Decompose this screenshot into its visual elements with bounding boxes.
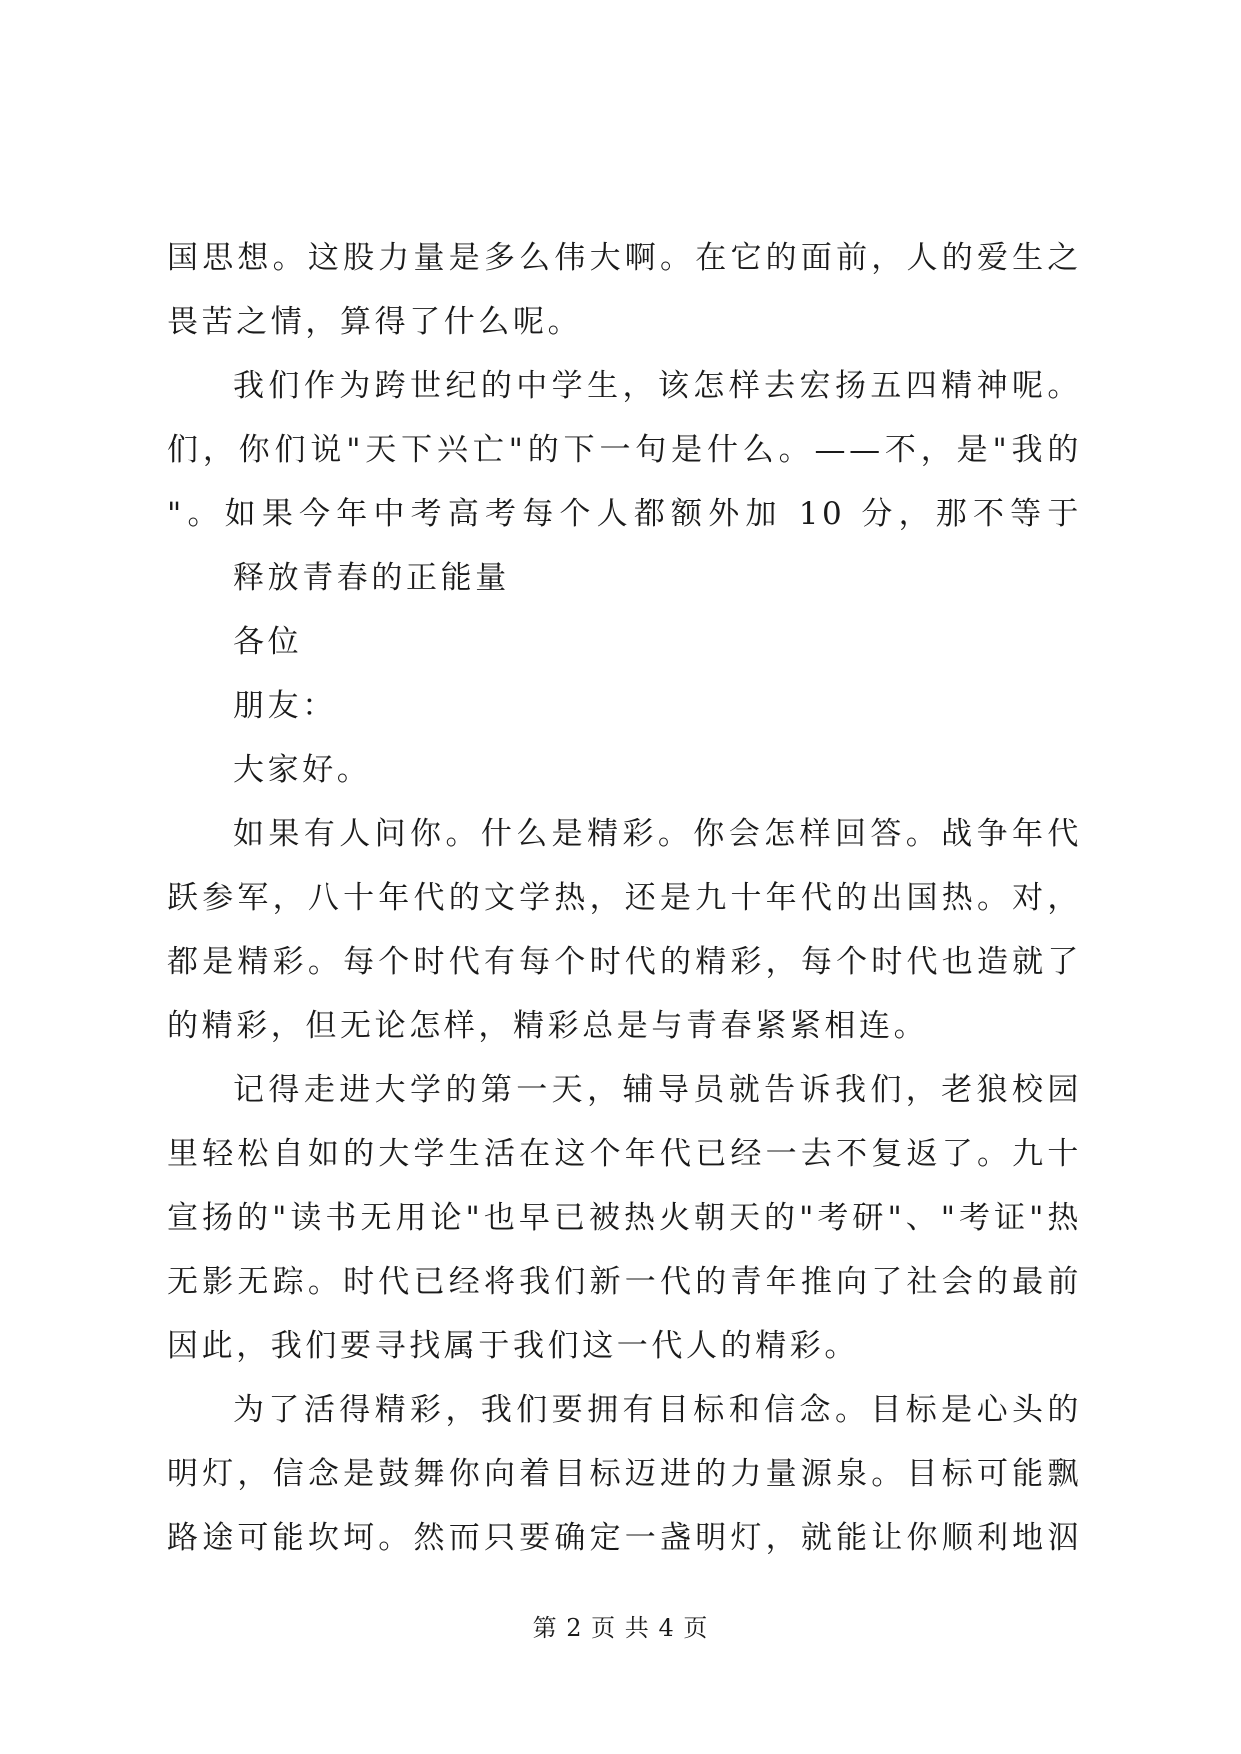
section-title: 释放青春的正能量 [233,560,510,596]
text-line: 因此，我们要寻找属于我们这一代人的精彩。 [167,1328,859,1364]
text-line: 如果有人问你。什么是精彩。你会怎样回答。战争年代 [233,816,1082,852]
text-line: 各位 [233,624,303,660]
text-line: 路途可能坎坷。然而只要确定一盏明灯，就能让你顺利地泅 [167,1520,1082,1556]
text-line: 国思想。这股力量是多么伟大啊。在它的面前，人的爱生之 [167,240,1082,276]
text-line: "。如果今年中考高考每个人都额外加 10 分，那不等于 [167,496,1082,532]
text-line: 朋友： [233,688,337,724]
text-line: 的精彩，但无论怎样，精彩总是与青春紧紧相连。 [167,1008,929,1044]
text-line: 明灯，信念是鼓舞你向着目标迈进的力量源泉。目标可能飘 [167,1456,1082,1492]
text-line: 都是精彩。每个时代有每个时代的精彩，每个时代也造就了 [167,944,1082,980]
text-line: 记得走进大学的第一天，辅导员就告诉我们，老狼校园 [233,1072,1082,1108]
text-line: 跃参军，八十年代的文学热，还是九十年代的出国热。对， [167,880,1082,916]
text-line: 畏苦之情，算得了什么呢。 [167,304,583,340]
text-line: 宣扬的"读书无用论"也早已被热火朝天的"考研"、"考证"热 [167,1200,1082,1236]
text-line: 为了活得精彩，我们要拥有目标和信念。目标是心头的 [233,1392,1082,1428]
text-line: 无影无踪。时代已经将我们新一代的青年推向了社会的最前 [167,1264,1082,1300]
text-line: 我们作为跨世纪的中学生，该怎样去宏扬五四精神呢。 [233,368,1082,404]
body-text [167,226,1082,1570]
text-line: 们，你们说"天下兴亡"的下一句是什么。——不，是"我的 [167,432,1082,468]
text-line: 里轻松自如的大学生活在这个年代已经一去不复返了。九十 [167,1136,1082,1172]
text-line: 大家好。 [233,752,372,788]
page-footer: 第 2 页 共 4 页 [532,1614,709,1642]
